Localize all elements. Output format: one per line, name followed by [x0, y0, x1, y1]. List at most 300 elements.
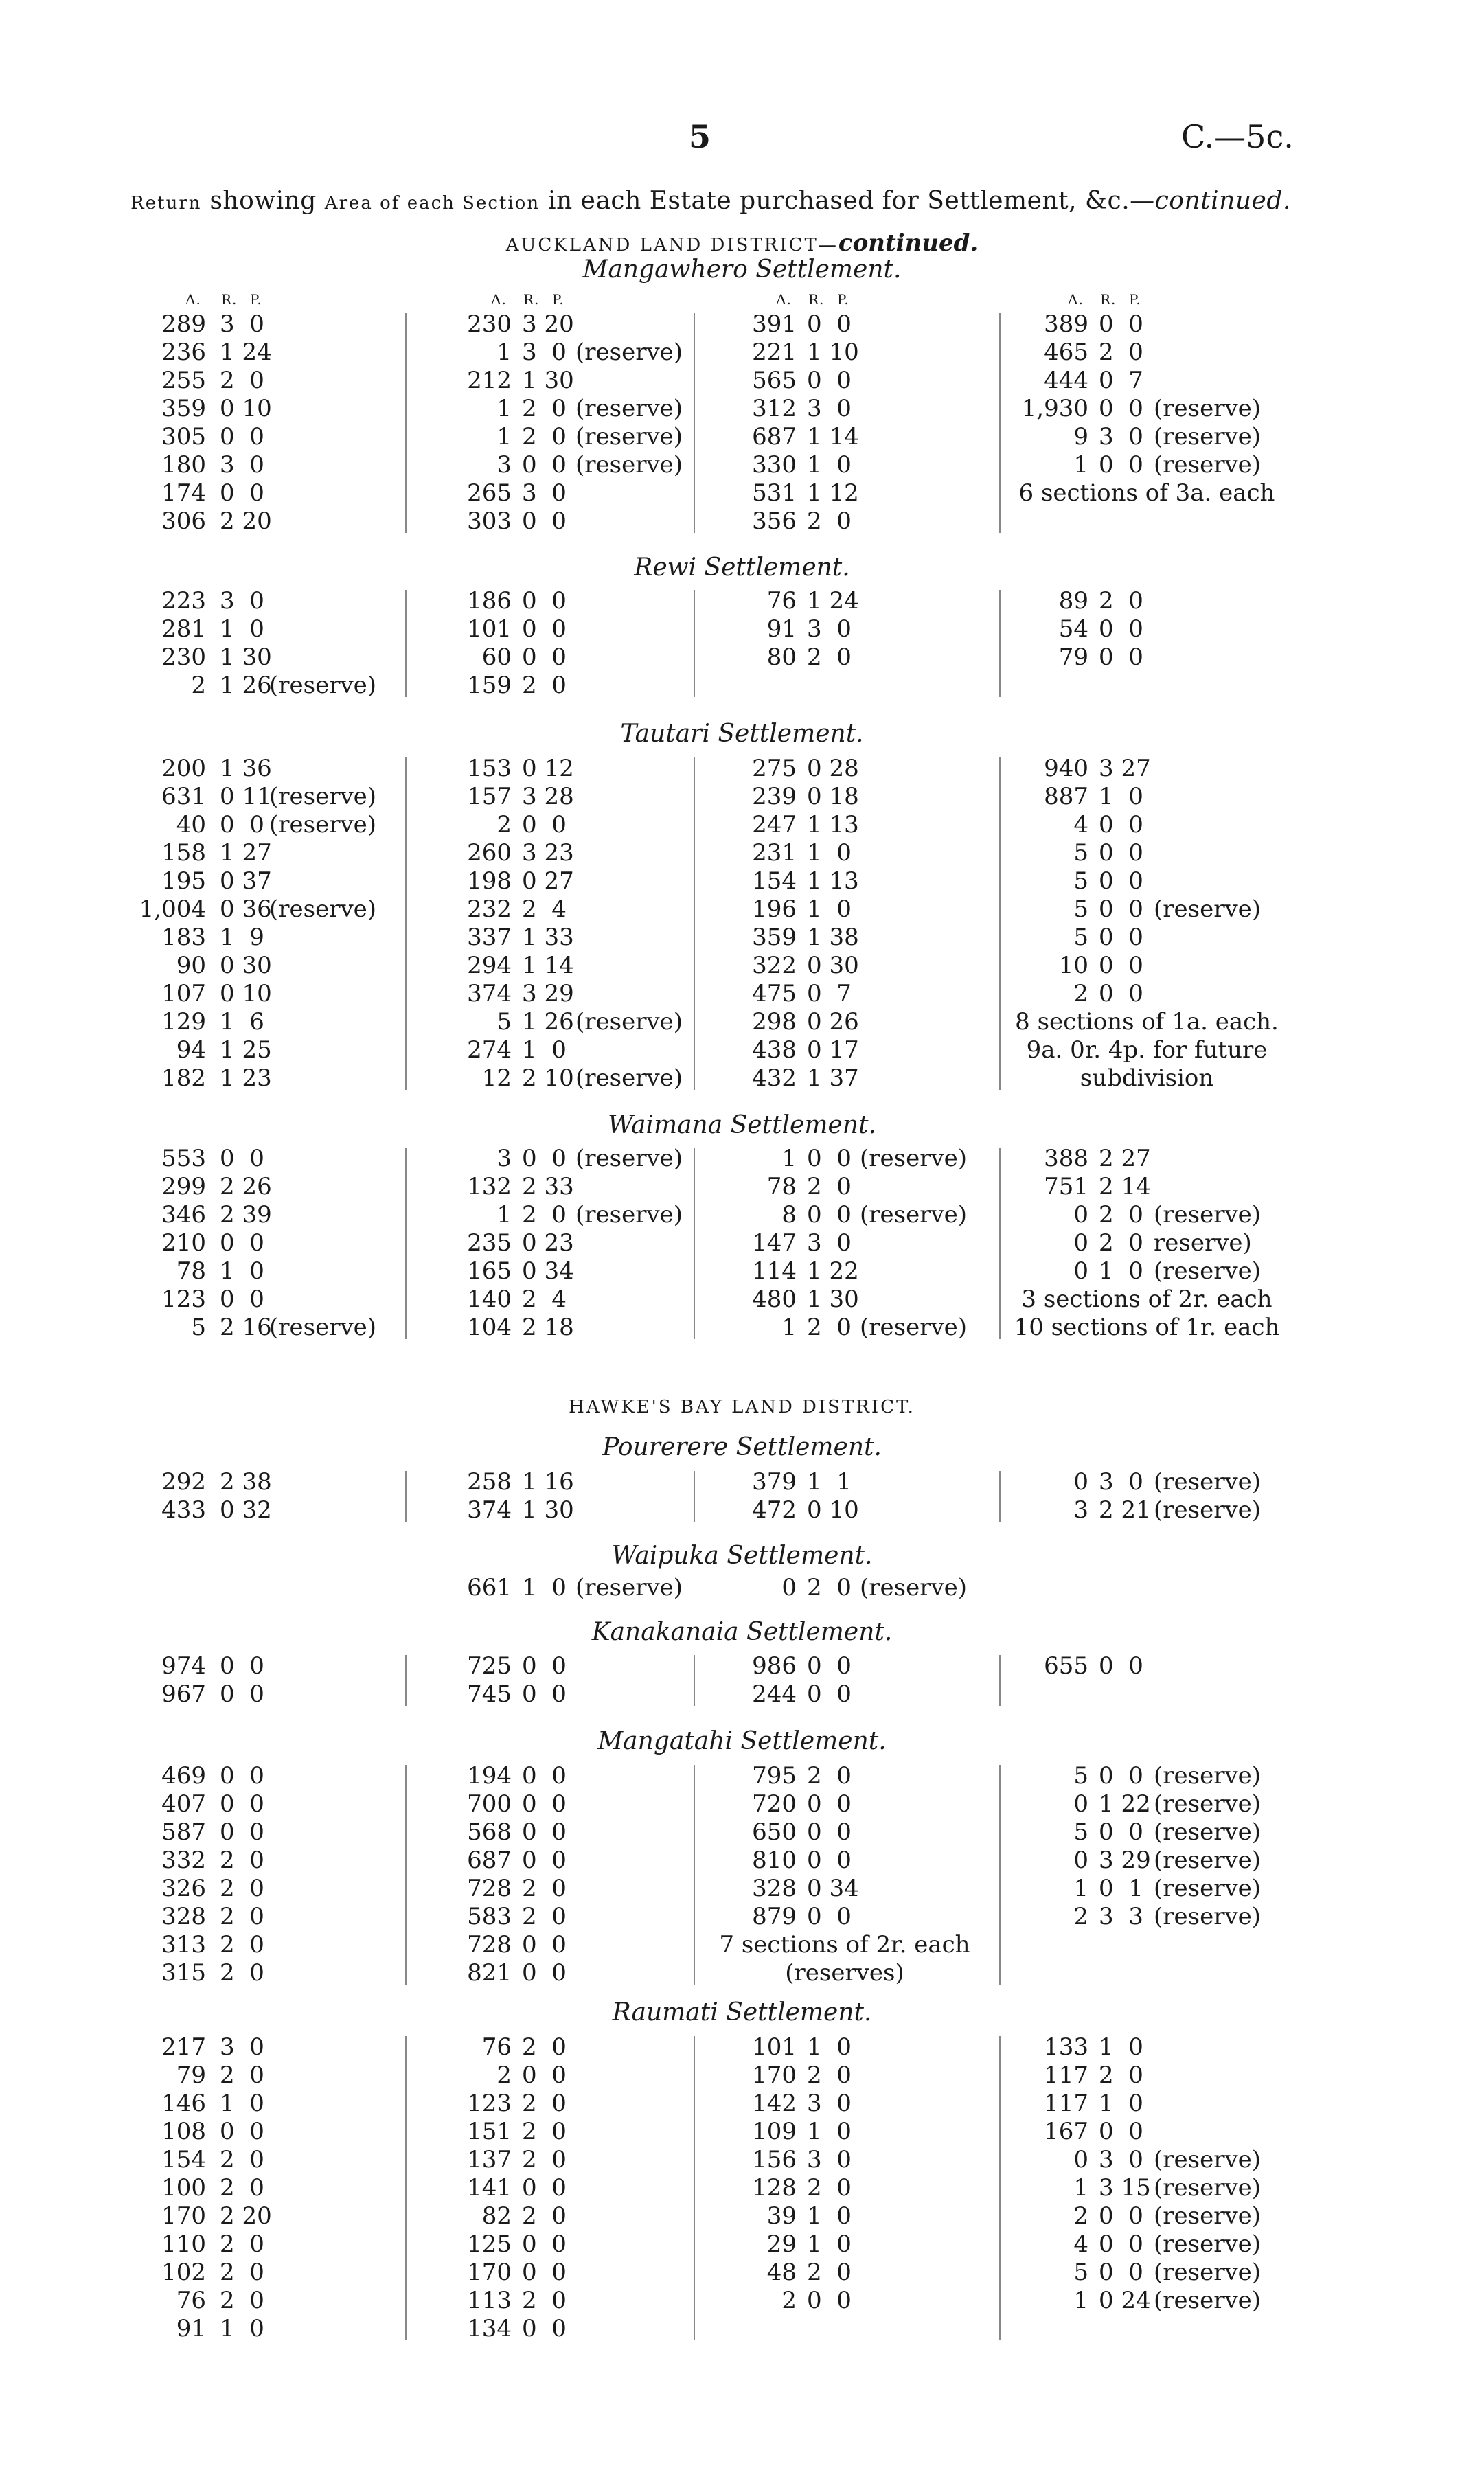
reserve-note: (reserve)	[575, 1008, 683, 1036]
roods-perches-value: 0 11	[220, 783, 272, 810]
acres-value: 154	[161, 2146, 206, 2173]
column-divider	[694, 2036, 695, 2340]
roods-perches-value: 0 0	[1099, 643, 1143, 671]
roods-perches-value: 0 0	[522, 2062, 567, 2089]
acres-value: 151	[467, 2118, 512, 2145]
roods-perches-value: 0 0	[220, 1229, 264, 1257]
roods-perches-value: 0 0	[807, 1847, 852, 1874]
acres-value: 631	[161, 783, 206, 810]
table-row	[419, 1314, 700, 1342]
roods-perches-value: 2 0	[807, 1314, 852, 1341]
table-row	[117, 1680, 405, 1709]
roods-perches-value: 0 0	[807, 1818, 852, 1846]
roods-perches-value: 1 26	[220, 672, 272, 699]
acres-value: 0	[781, 1574, 797, 1601]
table-row	[700, 1903, 989, 1931]
acres-value: 0	[1073, 2146, 1088, 2173]
reserve-note: (reserve)	[269, 672, 377, 699]
roods-perches-value: 2 0	[1099, 587, 1143, 615]
table-row	[117, 1790, 405, 1818]
roods-perches-value: 2 0	[220, 2230, 264, 2258]
roods-perches-value: 3 0	[807, 615, 852, 643]
roods-perches-value: 0 0	[1099, 895, 1143, 923]
acres-value: 655	[1044, 1652, 1088, 1680]
roods-perches-value: 2 20	[220, 507, 272, 535]
continued-word: continued.	[1154, 187, 1291, 215]
acres-value: 332	[161, 1847, 206, 1874]
settlement-column	[989, 587, 1305, 672]
table-row	[117, 2287, 405, 2315]
settlement-column	[989, 755, 1305, 1093]
column-header-a: A.	[491, 291, 507, 308]
roods-perches-value: 0 0	[220, 1145, 264, 1172]
roods-perches-value: 0 0	[220, 1286, 264, 1313]
acres-value: 137	[467, 2146, 512, 2173]
roods-perches-value: 0 0	[522, 2174, 567, 2202]
table-row	[117, 1931, 405, 1959]
table-row	[989, 451, 1305, 479]
acres-value: 102	[161, 2259, 206, 2286]
table-row	[989, 587, 1305, 615]
table-row	[419, 755, 700, 783]
roods-perches-value: 1 0	[807, 2033, 852, 2061]
table-row	[419, 1201, 700, 1229]
reserve-note: (reserve)	[1154, 423, 1262, 450]
reserve-note: (reserve)	[1154, 1762, 1262, 1790]
acres-value: 0	[1073, 1468, 1088, 1496]
table-row	[989, 1790, 1305, 1818]
table-row	[419, 1286, 700, 1314]
acres-value: 108	[161, 2118, 206, 2145]
table-row	[989, 1818, 1305, 1847]
acres-value: 174	[161, 479, 206, 507]
roods-perches-value: 0 0	[1099, 811, 1143, 838]
roods-perches-value: 0 17	[807, 1036, 859, 1064]
table-row	[117, 980, 405, 1008]
table-row	[117, 2315, 405, 2343]
roods-perches-value: 1 0	[807, 2202, 852, 2230]
column-header-a: A.	[776, 291, 792, 308]
acres-value: 5	[496, 1008, 512, 1036]
table-row	[419, 1790, 700, 1818]
column-header-a: A.	[1068, 291, 1084, 308]
roods-perches-value: 0 1	[1099, 1875, 1143, 1902]
acres-value: 1	[496, 423, 512, 450]
acres-value: 158	[161, 839, 206, 867]
table-row	[989, 643, 1305, 672]
table-row	[419, 1818, 700, 1847]
acres-value: 129	[161, 1008, 206, 1036]
reserve-note: (reserve)	[1154, 395, 1262, 422]
table-row	[419, 2146, 700, 2174]
table-row	[117, 2230, 405, 2259]
roods-perches-value: 2 0	[220, 1959, 264, 1987]
acres-value: 391	[752, 310, 797, 338]
column-divider	[694, 590, 695, 697]
table-row: 10 sections of 1r. each	[1014, 1314, 1280, 1341]
column-header-p: P.	[1129, 291, 1141, 308]
table-row	[419, 2174, 700, 2202]
acres-value: 117	[1044, 2090, 1088, 2117]
acres-value: 244	[752, 1680, 797, 1708]
roods-perches-value: 1 38	[807, 924, 859, 951]
acres-value: 328	[161, 1903, 206, 1930]
acres-value: 328	[752, 1875, 797, 1902]
table-row	[700, 339, 989, 367]
acres-value: 1	[1073, 1875, 1088, 1902]
table-row	[117, 1257, 405, 1286]
table-row	[700, 755, 989, 783]
settlement-title-rewi: Rewi Settlement.	[634, 553, 850, 582]
table-row	[700, 1847, 989, 1875]
roods-perches-value: 0 0	[522, 587, 567, 615]
table-row	[117, 451, 405, 479]
acres-value: 587	[161, 1818, 206, 1846]
acres-value: 433	[161, 1496, 206, 1524]
acres-value: 258	[467, 1468, 512, 1496]
roods-perches-value: 1 0	[220, 615, 264, 643]
table-row	[989, 310, 1305, 339]
table-row	[989, 1201, 1305, 1229]
roods-perches-value: 2 0	[220, 367, 264, 394]
settlement-column	[419, 2033, 700, 2343]
acres-value: 100	[161, 2174, 206, 2202]
acres-value: 5	[1073, 2259, 1088, 2286]
roods-perches-value: 1 0	[220, 2090, 264, 2117]
table-row	[700, 1229, 989, 1257]
acres-value: 90	[176, 952, 206, 979]
table-row	[419, 643, 700, 672]
roods-perches-value: 2 0	[522, 2146, 567, 2173]
roods-perches-value: 2 0	[220, 2174, 264, 2202]
roods-perches-value: 1 0	[220, 1257, 264, 1285]
return-heading	[106, 187, 1315, 215]
roods-perches-value: 0 0	[522, 1680, 567, 1708]
settlement-column	[117, 1762, 405, 1987]
roods-perches-value: 2 20	[220, 2202, 272, 2230]
table-row	[117, 479, 405, 507]
table-row	[700, 2062, 989, 2090]
acres-value: 1	[781, 1145, 797, 1172]
acres-value: 568	[467, 1818, 512, 1846]
table-row: 6 sections of 3a. each	[1018, 479, 1275, 507]
roods-perches-value: 2 16	[220, 1314, 272, 1341]
acres-value: 469	[161, 1762, 206, 1790]
roods-perches-value: 0 0	[522, 1818, 567, 1846]
table-row	[700, 423, 989, 451]
acres-value: 260	[467, 839, 512, 867]
roods-perches-value: 0 0	[220, 1680, 264, 1708]
acres-value: 313	[161, 1931, 206, 1959]
acres-value: 687	[467, 1847, 512, 1874]
roods-perches-value: 2 21	[1099, 1496, 1151, 1524]
reserve-note: (reserve)	[575, 451, 683, 479]
district-label: HAWKE'S BAY LAND DISTRICT.	[569, 1397, 915, 1417]
acres-value: 236	[161, 339, 206, 366]
column-divider	[694, 1148, 695, 1339]
acres-value: 165	[467, 1257, 512, 1285]
acres-value: 230	[161, 643, 206, 671]
roods-perches-value: 2 39	[220, 1201, 272, 1229]
acres-value: 725	[467, 1652, 512, 1680]
reserve-note: (reserve)	[860, 1314, 968, 1341]
roods-perches-value: 0 0	[1099, 1762, 1143, 1790]
table-row	[989, 395, 1305, 423]
roods-perches-value: 2 0	[807, 2259, 852, 2286]
reserve-note: (reserve)	[575, 1145, 683, 1172]
acres-value: 1	[1073, 2287, 1088, 2314]
acres-value: 198	[467, 867, 512, 895]
roods-perches-value: 0 0	[1099, 310, 1143, 338]
roods-perches-value: 0 0	[1099, 2230, 1143, 2258]
table-row	[989, 783, 1305, 811]
acres-value: 132	[467, 1173, 512, 1200]
acres-value: 432	[752, 1064, 797, 1092]
column-divider	[999, 1148, 1001, 1339]
acres-value: 407	[161, 1790, 206, 1818]
table-row	[700, 615, 989, 643]
table-row	[419, 980, 700, 1008]
table-row	[117, 2146, 405, 2174]
roods-perches-value: 1 37	[807, 1064, 859, 1092]
table-row	[419, 1574, 700, 1602]
acres-value: 157	[467, 783, 512, 810]
settlement-title-waipuka: Waipuka Settlement.	[611, 1542, 873, 1570]
table-row	[117, 867, 405, 895]
table-row	[419, 2230, 700, 2259]
settlement-column	[700, 310, 989, 536]
roods-perches-value: 2 0	[807, 507, 852, 535]
settlement-column	[419, 1762, 700, 1987]
table-row	[419, 1680, 700, 1709]
roods-perches-value: 1 0	[807, 895, 852, 923]
acres-value: 583	[467, 1903, 512, 1930]
acres-value: 186	[467, 587, 512, 615]
table-row	[989, 952, 1305, 980]
roods-perches-value: 0 0	[1099, 980, 1143, 1007]
reserve-note: (reserve)	[269, 895, 377, 923]
acres-value: 80	[766, 643, 797, 671]
roods-perches-value: 0 0	[1099, 395, 1143, 422]
acres-value: 2	[1073, 2202, 1088, 2230]
settlement-column	[700, 1574, 989, 1602]
roods-perches-value: 0 0	[1099, 2259, 1143, 2286]
table-row	[419, 615, 700, 643]
column-divider	[694, 313, 695, 533]
table-row	[989, 1762, 1305, 1790]
acres-value: 195	[161, 867, 206, 895]
settlement-column	[989, 1145, 1305, 1342]
table-row	[419, 339, 700, 367]
settlement-column	[700, 1145, 989, 1342]
table-row	[989, 811, 1305, 839]
roods-perches-value: 2 0	[807, 1574, 852, 1601]
roods-perches-value: 2 0	[220, 1931, 264, 1959]
roods-perches-value: 2 4	[522, 895, 567, 923]
table-row	[989, 1173, 1305, 1201]
table-row	[419, 1257, 700, 1286]
table-row	[700, 1036, 989, 1064]
table-row	[419, 1847, 700, 1875]
roods-perches-value: 2 0	[522, 2202, 567, 2230]
district-label: AUCKLAND LAND DISTRICT—	[505, 235, 838, 255]
roods-perches-value: 1 0	[1099, 1257, 1143, 1285]
roods-perches-value: 2 0	[220, 1903, 264, 1930]
roods-perches-value: 0 24	[1099, 2287, 1151, 2314]
return-word: Return	[130, 193, 202, 214]
table-row	[700, 839, 989, 867]
roods-perches-value: 2 0	[1099, 1201, 1143, 1229]
roods-perches-value: 1 23	[220, 1064, 272, 1092]
table-row	[989, 1229, 1305, 1257]
roods-perches-value: 1 25	[220, 1036, 272, 1064]
acres-value: 239	[752, 783, 797, 810]
acres-value: 1,004	[139, 895, 206, 923]
acres-value: 194	[467, 1762, 512, 1790]
acres-value: 274	[467, 1036, 512, 1064]
table-row	[117, 1847, 405, 1875]
settlement-column	[989, 1652, 1305, 1680]
acres-value: 110	[161, 2230, 206, 2258]
roods-perches-value: 0 0	[807, 310, 852, 338]
column-divider	[405, 590, 407, 697]
acres-value: 974	[161, 1652, 206, 1680]
roods-perches-value: 2 0	[220, 2062, 264, 2089]
roods-perches-value: 2 0	[522, 1875, 567, 1902]
acres-value: 40	[176, 811, 206, 838]
acres-value: 230	[467, 310, 512, 338]
acres-value: 751	[1044, 1173, 1088, 1200]
roods-perches-value: 0 0	[220, 1652, 264, 1680]
settlement-column	[700, 755, 989, 1093]
acres-value: 196	[752, 895, 797, 923]
roods-perches-value: 1 24	[807, 587, 859, 615]
roods-perches-value: 1 1	[807, 1468, 852, 1496]
table-row	[989, 895, 1305, 924]
table-row	[989, 2033, 1305, 2062]
settlement-column	[419, 1468, 700, 1525]
acres-value: 294	[467, 952, 512, 979]
settlement-column	[419, 1145, 700, 1342]
table-row	[117, 2202, 405, 2230]
acres-value: 89	[1058, 587, 1088, 615]
table-row	[989, 867, 1305, 895]
table-row	[989, 2202, 1305, 2230]
acres-value: 9	[1073, 423, 1088, 450]
settlement-title-mangawhero: Mangawhero Settlement.	[582, 255, 902, 284]
roods-perches-value: 0 36	[220, 895, 272, 923]
acres-value: 156	[752, 2146, 797, 2173]
roods-perches-value: 3 3	[1099, 1903, 1143, 1930]
acres-value: 12	[481, 1064, 512, 1092]
table-row: 9a. 0r. 4p. for future	[1026, 1036, 1268, 1064]
table-row	[117, 2062, 405, 2090]
settlement-column	[117, 755, 405, 1093]
reserve-note: (reserve)	[1154, 451, 1262, 479]
table-row	[989, 1468, 1305, 1496]
acres-value: 5	[1073, 924, 1088, 951]
acres-value: 235	[467, 1229, 512, 1257]
settlement-column	[419, 310, 700, 536]
acres-value: 1,930	[1021, 395, 1088, 422]
roods-perches-value: 2 0	[522, 395, 567, 422]
roods-perches-value: 0 0	[220, 479, 264, 507]
table-row	[117, 811, 405, 839]
reserve-note: (reserve)	[575, 1064, 683, 1092]
acres-value: 292	[161, 1468, 206, 1496]
acres-value: 0	[1073, 1847, 1088, 1874]
table-row	[117, 2118, 405, 2146]
reserve-note: (reserve)	[1154, 1468, 1262, 1496]
settlement-column	[989, 1762, 1305, 1931]
acres-value: 134	[467, 2315, 512, 2342]
table-row	[700, 1286, 989, 1314]
table-row	[419, 451, 700, 479]
table-row	[700, 643, 989, 672]
table-row	[700, 895, 989, 924]
acres-value: 123	[161, 1286, 206, 1313]
settlement-column	[117, 587, 405, 700]
column-divider	[405, 1765, 407, 1985]
table-row	[700, 1173, 989, 1201]
column-header-p: P.	[837, 291, 849, 308]
table-row	[117, 367, 405, 395]
roods-perches-value: 3 0	[220, 310, 264, 338]
acres-value: 78	[176, 1257, 206, 1285]
roods-perches-value: 3 0	[807, 1229, 852, 1257]
table-row	[419, 1496, 700, 1525]
acres-value: 167	[1044, 2118, 1088, 2145]
acres-value: 444	[1044, 367, 1088, 394]
roods-perches-value: 1 10	[807, 339, 859, 366]
table-row	[117, 310, 405, 339]
table-row	[117, 1875, 405, 1903]
roods-perches-value: 0 0	[522, 1847, 567, 1874]
acres-value: 79	[176, 2062, 206, 2089]
roods-perches-value: 0 7	[807, 980, 852, 1007]
acres-value: 275	[752, 755, 797, 782]
acres-value: 140	[467, 1286, 512, 1313]
table-row	[419, 1145, 700, 1173]
column-header-p: P.	[552, 291, 564, 308]
table-row	[419, 423, 700, 451]
roods-perches-value: 2 0	[220, 1875, 264, 1902]
roods-perches-value: 1 12	[807, 479, 859, 507]
table-row	[117, 423, 405, 451]
acres-value: 117	[1044, 2062, 1088, 2089]
table-row	[989, 755, 1305, 783]
acres-value: 388	[1044, 1145, 1088, 1172]
table-row	[700, 1818, 989, 1847]
table-row	[117, 1818, 405, 1847]
table-row	[700, 451, 989, 479]
table-row	[419, 839, 700, 867]
district-heading-auckland	[0, 229, 1484, 257]
table-row	[419, 811, 700, 839]
roods-perches-value: 1 0	[522, 1574, 567, 1601]
acres-value: 5	[1073, 839, 1088, 867]
acres-value: 76	[176, 2287, 206, 2314]
table-row	[117, 339, 405, 367]
acres-value: 94	[176, 1036, 206, 1064]
roods-perches-value: 2 0	[522, 423, 567, 450]
roods-perches-value: 2 38	[220, 1468, 272, 1496]
table-row	[419, 783, 700, 811]
acres-value: 565	[752, 367, 797, 394]
roods-perches-value: 0 30	[807, 952, 859, 979]
roods-perches-value: 2 27	[1099, 1145, 1151, 1172]
table-row	[419, 2090, 700, 2118]
